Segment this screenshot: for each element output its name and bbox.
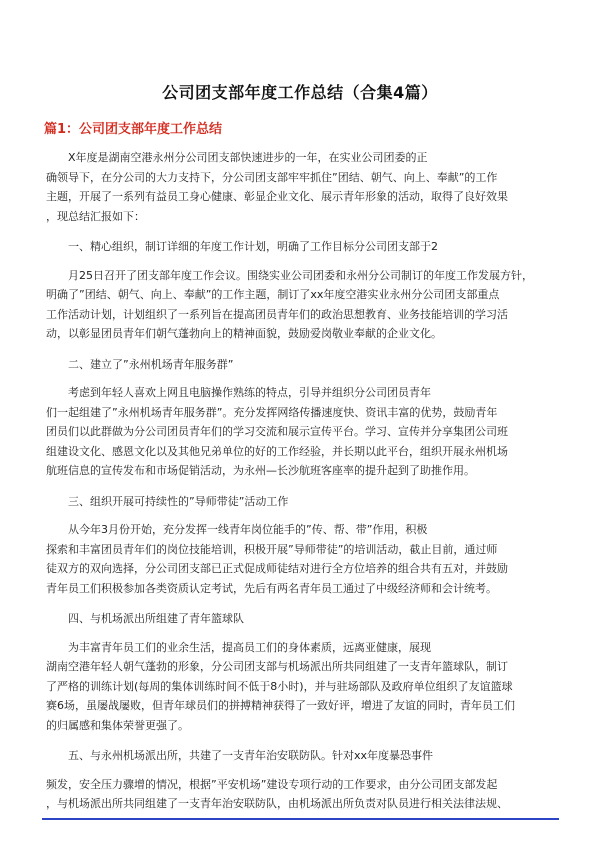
text-line: 二、建立了”永州机场青年服务群” — [68, 357, 234, 371]
paragraph — [46, 638, 562, 736]
text-line: 的归属感和集体荣誉更强了。 — [46, 718, 189, 732]
text-line: ，现总结汇报如下： — [46, 209, 145, 223]
paragraph-heading — [46, 355, 562, 375]
text-line: ，与机场派出所共同组建了一支青年治安联防队，由机场派出所负责对队员进行相关法律法规、 — [46, 797, 508, 810]
text-line: 一、精心组织，制订详细的年度工作计划，明确了工作目标分公司团支部于2 — [68, 240, 438, 253]
footer-divider — [42, 818, 559, 820]
document-body — [46, 148, 562, 814]
paragraph-heading — [46, 237, 562, 257]
text-line: 考虑到年轻人喜欢上网且电脑操作熟练的特点，引导并组织分公司团员青年 — [68, 386, 431, 399]
text-line: 四、与机场派出所组建了青年篮球队 — [68, 612, 244, 625]
paragraph — [46, 266, 562, 344]
text-line: X年度是湖南空港永州分公司团支部快速进步的一年，在实业公司团委的正 — [68, 151, 428, 164]
text-line: 湖南空港年轻人朝气蓬勃的形象，分公司团支部与机场派出所共同组建了一支青年篮球队，制订 — [46, 660, 508, 673]
text-line: 组建设文化、感恩文化以及其他兄弟单位的好的工作经验，并长期以此平台，组织开展永州机场 — [46, 444, 508, 458]
text-line: 确领导下，在分公司的大力支持下，分公司团支部牢牢抓住”团结、朝气、向上、奉献”的工作 — [46, 170, 498, 184]
text-line: 探索和丰富团员青年们的岗位技能培训，积极开展”导师带徒”的培训活动，截止目前，通过师 — [46, 542, 498, 556]
text-line: 了严格的训练计划(每周的集体训练时间不低于8小时)，并与驻场部队及政府单位组织了友谊篮球 — [46, 679, 513, 693]
text-line: 航班信息的宣传发布和市场促销活动，为永州—长沙航班客座率的提升起到了助推作用。 — [46, 464, 475, 477]
section-heading: 篇1：公司团支部年度工作总结 — [44, 122, 223, 137]
text-line: 三、组织开展可持续性的”导师带徒”活动工作 — [68, 494, 289, 508]
text-line: 青年员工们积极参加各类资质认定考试，先后有两名青年员工通过了中级经济师和会计统考。 — [46, 581, 497, 595]
text-line: 月25日召开了团支部年度工作会议。围绕实业公司团委和永州分公司制订的年度工作发展方针， — [68, 268, 533, 282]
text-line: 赛6场，虽屡战屡败，但青年球员们的拼搏精神获得了一致好评，增进了友谊的同时，青年员工们 — [46, 699, 515, 712]
paragraph — [46, 148, 562, 226]
text-line: 团员们以此群做为分公司团员青年们的学习交流和展示宣传平台。学习、宣传并分享集团公司班 — [46, 425, 508, 438]
text-line: 为丰富青年员工们的业余生活，提高员工们的身体素质，远离亚健康，展现 — [68, 640, 431, 654]
paragraph-heading — [46, 746, 562, 766]
paragraph — [46, 383, 562, 481]
text-line: 频发，安全压力骤增的情况，根据”平安机场”建设专项行动的工作要求，由分公司团支部发起 — [46, 777, 498, 791]
paragraph-heading — [46, 609, 562, 629]
text-line: 动，以彰显团员青年们朝气蓬勃向上的精神面貌，鼓励爱岗敬业奉献的企业文化。 — [46, 327, 442, 340]
paragraph-heading — [46, 492, 562, 512]
text-line: 徒双方的双向选择，分公司团支部已正式促成师徒结对进行全方位培养的组合共有五对，并鼓励 — [46, 562, 508, 575]
text-line: 明确了”团结、朝气、向上、奉献”的工作主题，制订了xx年度空港实业永州分公司团支部重点 — [46, 288, 500, 301]
text-line: 们一起组建了”永州机场青年服务群”。充分发挥网络传播速度快、资讯丰富的优势，鼓励青年 — [46, 405, 498, 419]
paragraph — [46, 520, 562, 598]
text-line: 主题，开展了一系列有益员工身心健康、彰显企业文化、展示青年形象的活动，取得了良好效果 — [46, 190, 508, 203]
text-line: 五、与永州机场派出所，共建了一支青年治安联防队。针对xx年度暴恐事件 — [68, 749, 434, 762]
text-line: 工作活动计划，计划组织了一系列旨在提高团员青年们的政治思想教育、业务技能培训的学习活 — [46, 307, 508, 321]
paragraph — [46, 775, 562, 814]
text-line: 从今年3月份开始，充分发挥一线青年岗位能手的”传、帮、带”作用，积极 — [68, 523, 428, 536]
document-title: 公司团支部年度工作总结（合集4篇） — [162, 83, 438, 102]
